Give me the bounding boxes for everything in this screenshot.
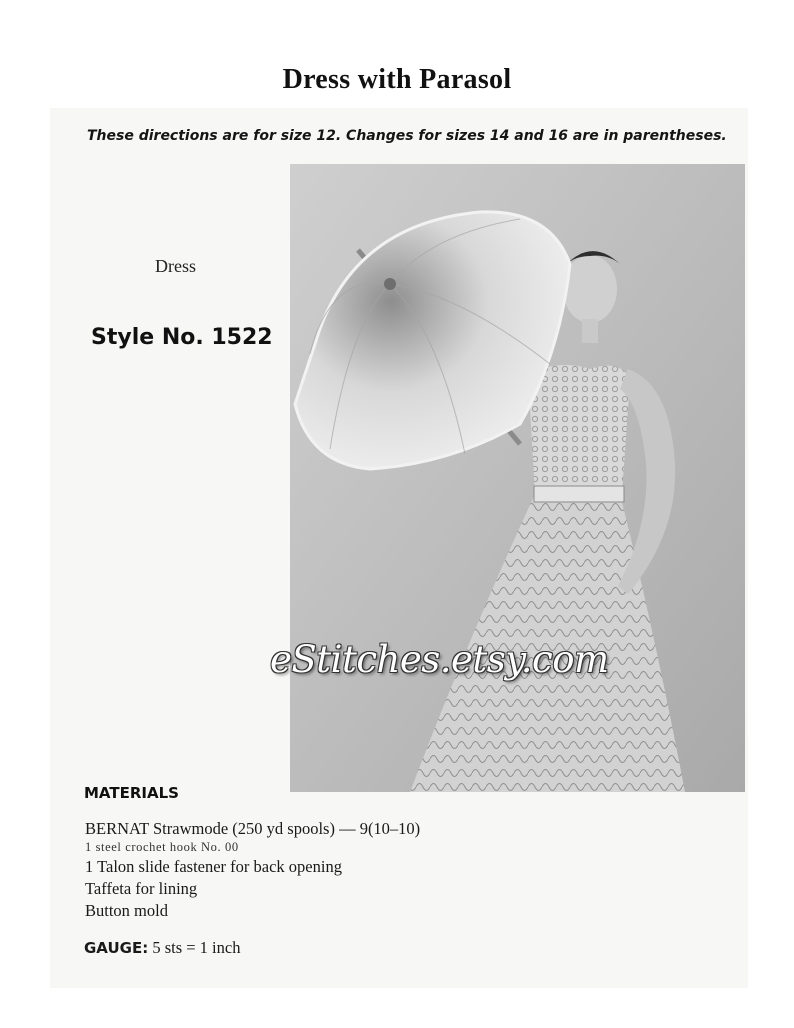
- materials-item: 1 steel crochet hook No. 00: [85, 840, 239, 854]
- materials-item: Button mold: [85, 901, 168, 920]
- materials-item: Taffeta for lining: [85, 879, 198, 898]
- materials-item: 1 Talon slide fastener for back opening: [85, 857, 342, 876]
- gauge-line: [84, 938, 240, 958]
- style-number: Style No. 1522: [91, 325, 273, 350]
- intro-text: These directions are for size 12. Changes for sizes 14 and 16 are in parentheses.: [87, 128, 727, 144]
- photo-illustration: [290, 164, 745, 792]
- dress-bodice: [528, 365, 630, 494]
- dress-belt: [534, 486, 624, 502]
- watermark-text: eStitches.etsy.com: [270, 638, 609, 681]
- gauge-value: 5 sts = 1 inch: [152, 938, 241, 957]
- page-title: Dress with Parasol: [282, 64, 512, 95]
- parasol-tip: [384, 278, 396, 290]
- dress-label: Dress: [155, 256, 196, 276]
- materials-heading: MATERIALS: [84, 784, 179, 802]
- pattern-photo: [290, 164, 745, 792]
- neck: [582, 319, 598, 343]
- materials-item: BERNAT Strawmode (250 yd spools) — 9(10–10): [85, 819, 421, 838]
- materials-list: [85, 818, 420, 922]
- gauge-label: GAUGE:: [84, 939, 149, 957]
